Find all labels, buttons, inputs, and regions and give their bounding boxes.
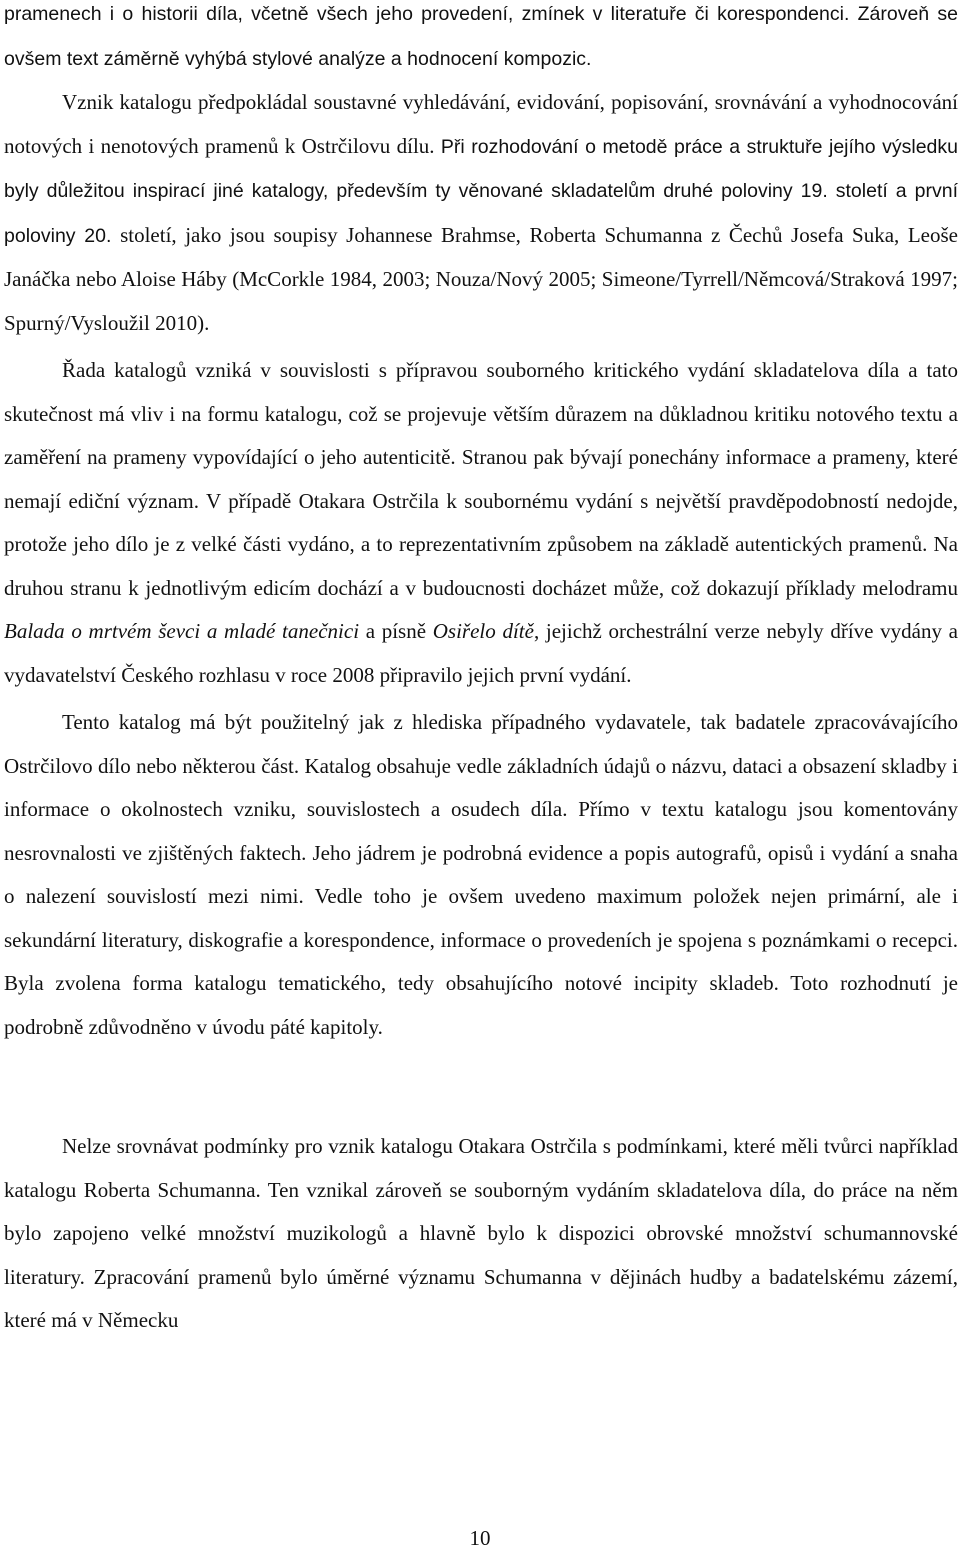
paragraph-2 [4,81,958,345]
text-run: Řada katalogů vzniká v souvislosti s přípravou souborného kritického vydání skladatelova díla a tato skutečnost má vliv i na formu katalogu, což se projevuje větším důrazem na důkladnou kritiku notového textu a zaměření na prameny vypovídající o jeho autenticitě. Stranou pak bývají ponechány informace a prameny, které nemají ediční význam. V případě Otakara Ostrčila k soubornému vydání s největší pravděpodobností nedojde, protože jeho dílo je z velké části vydáno, a to reprezentativním způsobem na základě autentických pramenů. Na druhou stranu k jednotlivým edicím dochází a v budoucnosti docházet může, což dokazují příklady melodramu [4,358,958,600]
paragraph-5 [4,1125,958,1343]
text-run: století, jako jsou soupisy Johannese Brahmse, Roberta Schumanna z Čechů Josefa Suka, Leoše Janáčka nebo Aloise Háby (McCorkle 1984, 2003; Nouza/Nový 2005; Simeone/Tyrrell/Němcová/Straková 1997; Spurný/Vysloužil 2010). [4,222,958,335]
text-run: a písně [359,619,433,643]
italic-title-osirelo-dite: Osiřelo dítě [432,619,534,643]
paragraph-3 [4,349,958,697]
text-run: Nelze srovnávat podmínky pro vznik katalogu Otakara Ostrčila s podmínkami, které měli tvůrci například katalogu Roberta Schumanna. Ten vznikal zároveň se souborným vydáním skladatelova díla, do práce na něm bylo zapojeno velké množství muzikologů a hlavně bylo k dispozici obrovské množství schumannovské literatury. Zpracování pramenů bylo úměrné významu Schumanna v dějinách hudby a badatelskému zázemí, které má v Německu [4,1134,958,1332]
text-run: , jejichž orchestrální verze nebyly dříve vydány a vydavatelství Českého rozhlasu v roce 2008 připravilo jejich první vydání. [4,619,958,687]
text-run: Při rozhodování o metodě práce a struktuře jejího výsledku byly důležitou inspirací jiné katalogy, především ty věnované skladatelům druhé poloviny 19. století a první poloviny 20. [4,135,958,247]
paragraph-4 [4,701,958,1049]
italic-title-balada: Balada o mrtvém ševci a mladé tanečnici [4,619,360,643]
page-number: 10 [469,1526,491,1550]
text-run: pramenech i o historii díla, včetně všech jeho provedení, zmínek v literatuře či korespondenci. Zároveň se ovšem text záměrně vyhýbá stylové analýze a hodnocení kompozic. [4,3,958,70]
text-run: Tento katalog má být použitelný jak z hlediska případného vydavatele, tak badatele zpracovávajícího Ostrčilovo dílo nebo některou část. Katalog obsahuje vedle základních údajů o názvu, dataci a obsazení skladby i informace o okolnostech vzniku, souvislostech a osudech díla. Přímo v textu katalogu jsou komentovány nesrovnalosti ve zjištěných faktech. Jeho jádrem je podrobná evidence a popis autografů, opisů i vydání a snaha o nalezení souvislostí mezi nimi. Vedle toho je ovšem uvedeno maximum položek nejen primární, ale i sekundární literatury, diskografie a korespondence, informace o provedeních je spojena s poznámkami o recepci. Byla zvolena forma katalogu tematického, tedy obsahujícího notové incipity skladeb. Toto rozhodnutí je podrobně zdůvodněno v úvodu páté kapitoly. [4,710,958,1039]
paragraph-1 [4,0,958,81]
text-run: Vznik katalogu předpokládal soustavné vyhledávání, evidování, popisování, srovnávání a vyhodnocování notových i nenotových pramenů k Ostrčilovu dílu. [4,90,958,158]
